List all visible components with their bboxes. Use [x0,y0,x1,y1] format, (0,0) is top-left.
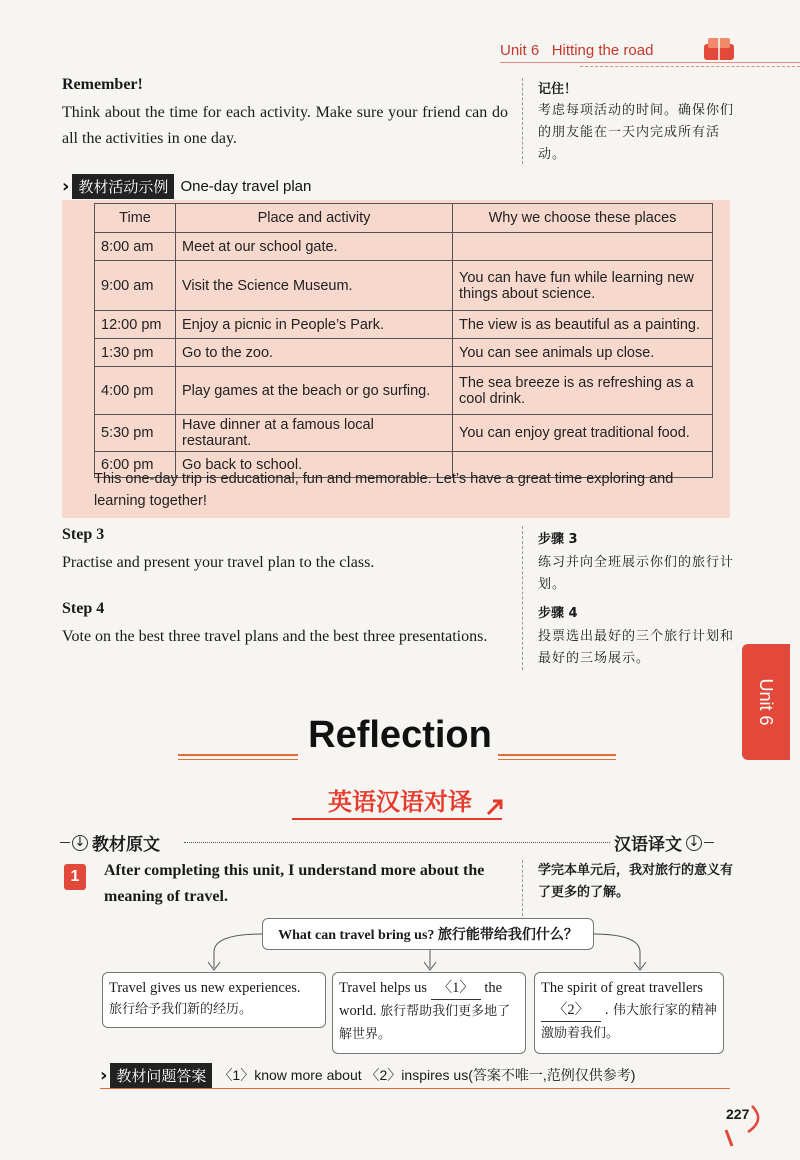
activity-header [62,174,311,198]
table-header-row [95,204,713,233]
header-dotted-rule [184,842,610,843]
activity-tag: 教材活动示例 [72,174,174,199]
table-row [95,367,713,415]
table-cell-why: You can enjoy great traditional food. [453,415,713,452]
column-divider [522,860,523,916]
unit-side-tab-label: Unit 6 [756,678,777,726]
table-row [95,311,713,339]
box2-english-c: world. [339,1003,377,1019]
table-cell-time: 8:00 am [95,233,176,261]
remember-title: Remember! [62,76,143,93]
step3-text-cn: 练习并向全班展示你们的旅行计划。 [538,555,735,592]
down-arrow-icon: ↓ [72,835,88,851]
down-arrow-icon: ↓ [686,835,702,851]
translation-section-title: 英语汉语对译 [328,788,472,816]
table-cell-place: Go back to school. [176,452,453,478]
page-number: 227 [726,1106,750,1122]
remember-text: Think about the time for each activity. Make sure your friend can do all the activities in one day. [62,104,508,147]
blank-1: 〈1〉 [431,977,481,1000]
table-cell-time: 12:00 pm [95,311,176,339]
box2-chinese: 旅行帮助我们更多地了解世界。 [339,1004,511,1042]
table-cell-place: Enjoy a picnic in People’s Park. [176,311,453,339]
item1-english: After completing this unit, I understand more about the meaning of travel. [104,862,485,905]
blank-2: 〈2〉 [541,999,601,1022]
header-unit: Unit 6 [500,42,540,59]
activity-subtitle: One-day travel plan [180,177,312,195]
box1-english: Travel gives us new experiences. [109,980,301,996]
table-cell-time: 6:00 pm [95,452,176,478]
answers-text: 〈1〉know more about 〈2〉inspires us(答案不唯一,范例仅供参考) [218,1067,636,1083]
table-cell-time: 5:30 pm [95,415,176,452]
table-cell-why: You can have fun while learning new things about science. [453,261,713,311]
item-number-badge: 1 [64,864,86,890]
table-header-place: Place and activity [176,204,453,233]
table-cell-why [453,233,713,261]
table-cell-why: The view is as beautiful as a painting. [453,311,713,339]
step3-text: Practise and present your travel plan to the class. [62,554,375,571]
step4-title: Step 4 [62,600,105,617]
page-header [500,40,800,70]
mindmap-question-text: What can travel bring us? 旅行能带给我们什么？ [278,928,578,943]
box1-chinese: 旅行给予我们新的经历。 [109,1002,253,1017]
arrow-up-right-icon [484,796,506,818]
table-row [95,233,713,261]
box3-english: The spirit of great travellers [541,980,703,996]
original-text-label: 教材原文 [92,835,160,855]
box2-line2 [339,1000,519,1046]
header-dash [704,842,714,843]
box2-english-b: the [484,980,503,996]
table-row [95,339,713,367]
travel-plan-table [94,203,713,478]
table-cell-why: You can see animals up close. [453,339,713,367]
table-cell-place: Meet at our school gate. [176,233,453,261]
header-title [500,42,653,59]
step4-text-cn: 投票选出最好的三个旅行计划和最好的三场展示。 [538,629,735,666]
table-cell-place: Visit the Science Museum. [176,261,453,311]
table-row [95,415,713,452]
column-divider [522,78,523,164]
mindmap-box-understand [332,972,526,1054]
mindmap-box-experiences [102,972,326,1028]
mindmap-box-inspire [534,972,724,1054]
box2-english-a: Travel helps us [339,980,428,996]
mindmap-question [262,918,594,950]
step3-title-cn: 步骤 3 [538,532,578,547]
table-cell-why: The sea breeze is as refreshing as a cool drink. [453,367,713,415]
column-divider [522,526,523,670]
answers-tag: 教材问题答案 [110,1063,212,1088]
box2-line1 [339,977,519,1000]
step4-title-cn: 步骤 4 [538,606,578,621]
table-cell-time: 1:30 pm [95,339,176,367]
step3-title: Step 3 [62,526,105,543]
table-header-why: Why we choose these places [453,204,713,233]
step4-text: Vote on the best three travel plans and the best three presentations. [62,628,488,645]
translation-text-label: 汉语译文 [614,835,682,855]
table-cell-place: Play games at the beach or go surfing. [176,367,453,415]
box3-line2 [541,999,717,1045]
header-dash [60,842,70,843]
item1-chinese: 学完本单元后，我对旅行的意义有了更多的了解。 [538,863,734,900]
translation-text-header [614,830,714,855]
table-cell-place: Go to the zoo. [176,339,453,367]
box3-chinese: . 伟大旅行家的精神激励着我们。 [541,1003,717,1041]
reflection-title: Reflection [308,714,492,756]
translation-title-underline [292,818,502,820]
book-icon [700,34,740,64]
chevron-right-icon: › [62,175,70,197]
table-cell-time: 4:00 pm [95,367,176,415]
answers-bar [100,1062,730,1089]
original-text-header [60,830,160,855]
remember-title-cn: 记住！ [538,82,578,97]
table-cell-place: Have dinner at a famous local restaurant. [176,415,453,452]
table-header-time: Time [95,204,176,233]
header-rule-dashed [580,66,800,67]
header-chapter: Hitting the road [551,42,654,59]
page-corner-decoration [722,1102,762,1150]
chevron-right-icon: › [100,1064,108,1086]
remember-text-cn: 考虑每项活动的时间。确保你们的朋友能在一天内完成所有活动。 [538,103,735,162]
plan-summary: This one-day trip is educational, fun and memorable. Let’s have a great time exploring and learning together! [94,471,674,509]
table-row [95,261,713,311]
table-cell-time: 9:00 am [95,261,176,311]
